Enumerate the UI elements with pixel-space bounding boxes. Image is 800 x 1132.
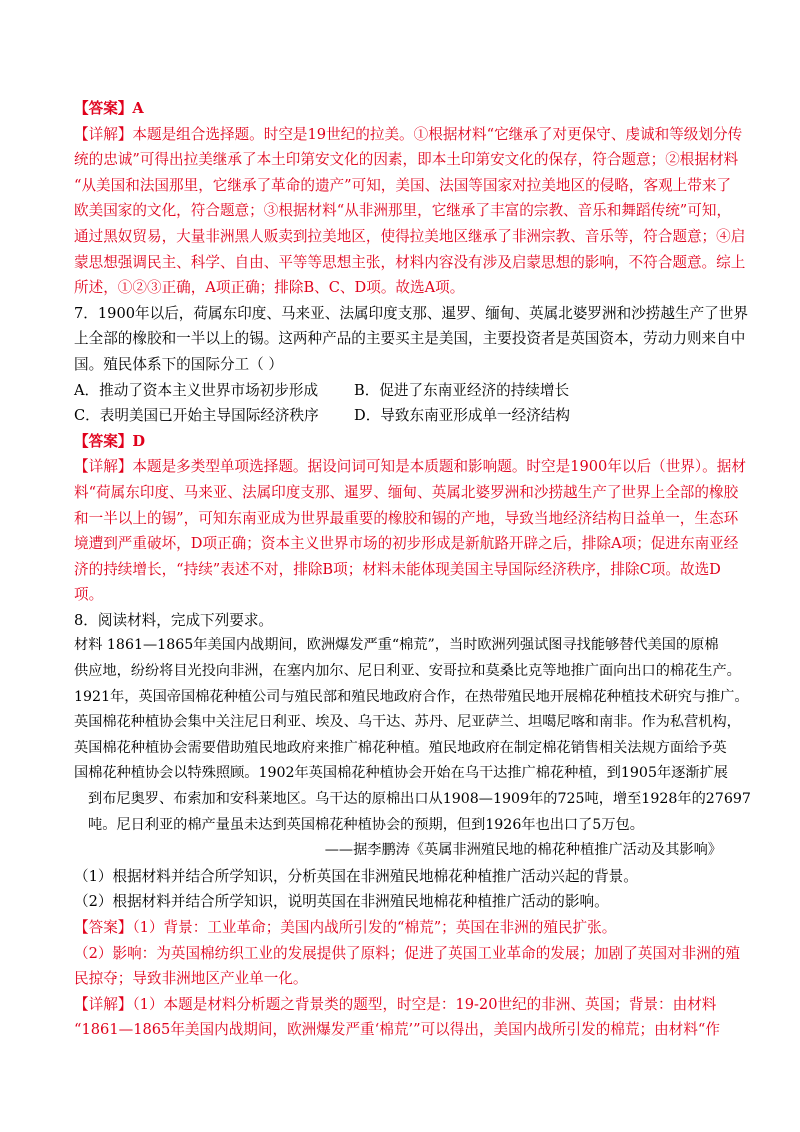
q8-material-line: 到布尼奥罗、布索加和安科莱地区。乌干达的原棉出口从1908—1909年的725吨，增至1928年的27697 — [88, 791, 751, 808]
q7-detail-line: 料“荷属东印度、马来亚、法属印度支那、暹罗、缅甸、英属北婆罗洲和沙捞越生产了世界上全部的橡胶 — [74, 483, 739, 501]
q7-detail-line: 济的持续增长，“持续”表述不对，排除B项；材料未能体现美国主导国际经济秩序，排除C项。故选D — [74, 560, 721, 578]
q8-material-line: 英国棉花种植协会需要借助殖民地政府来推广棉花种植。殖民地政府在制定棉花销售相关法规方面给予英 — [74, 739, 727, 756]
q6-detail-line: 【详解】本题是组合选择题。时空是19世纪的拉美。①根据材料“它继承了对更保守、虔诚和等级划分传 — [74, 125, 743, 143]
q8-answer — [74, 915, 741, 992]
q8-question: （2）根据材料并结合所学知识，说明英国在非洲殖民地棉花种植推广活动的影响。 — [74, 893, 609, 911]
q7-stem — [74, 301, 748, 378]
q8-detail — [74, 992, 722, 1043]
q7-option-d: D．导致东南亚形成单一经济结构 — [354, 407, 571, 425]
q7-detail-line: 项。 — [74, 586, 104, 604]
q6-detail-line: 欧美国家的文化，符合题意；③根据材料“从非洲那里，它继承了丰富的宗教、音乐和舞蹈传统”可知， — [74, 202, 732, 220]
q8-detail-line: “1861—1865年美国内战期间，欧洲爆发严重‘棉荒’”可以得出，美国内战所引发的棉荒；由材料“作 — [74, 1021, 720, 1039]
q8-material-line: 供应地，纷纷将目光投向非洲，在塞内加尔、尼日利亚、安哥拉和莫桑比克等地推广面向出口的棉花生产。 — [74, 663, 741, 680]
q7-option-b: B．促进了东南亚经济的持续增长 — [354, 381, 570, 399]
q7-option-row — [74, 378, 722, 404]
q7-answer: 【答案】D — [74, 432, 146, 450]
q8-material — [74, 633, 751, 838]
q8-answer-line: （2）影响：为英国棉纺织工业的发展提供了原料；促进了英国工业革命的发展；加剧了英国对非洲的殖 — [74, 944, 741, 962]
q6-detail-line: 通过黑奴贸易，大量非洲黑人贩卖到拉美地区，使得拉美地区继承了非洲宗教、音乐等，符合题意；④启 — [74, 227, 746, 245]
q8-material-line: 1921年，英国帝国棉花种植公司与殖民部和殖民地政府合作，在热带殖民地开展棉花种植技术研究与推广。 — [74, 688, 749, 705]
q8-answer-line: 民掠夺；导致非洲地区产业单一化。 — [74, 970, 308, 988]
q7-stem-line: 上全部的橡胶和一半以上的锡。这两种产品的主要买主是美国，主要投资者是英国资本，劳动力则来自中 — [74, 330, 746, 348]
q6-answer: 【答案】A — [74, 100, 144, 117]
q7-option-row — [74, 403, 722, 429]
q6-detail-line: 统的忠诚”可得出拉美继承了本土印第安文化的因素，即本土印第安文化的保存，符合题意；②根据材料 — [74, 151, 739, 169]
q7-option-a: A．推动了资本主义世界市场初步形成 — [74, 381, 319, 399]
q8-stem: 8．阅读材料，完成下列要求。 — [74, 611, 274, 629]
q6-detail-line: 蒙思想强调民主、科学、自由、平等等思想主张，材料内容没有涉及启蒙思想的影响，不符合题意。综上 — [74, 253, 746, 271]
q7-option-c: C．表明美国已开始主导国际经济秩序 — [74, 407, 319, 425]
q8-answer-line: 【答案】（1）背景：工业革命；美国内战所引发的“棉荒”；英国在非洲的殖民扩张。 — [74, 919, 617, 936]
q8-material-line: 英国棉花种植协会集中关注尼日利亚、埃及、乌干达、苏丹、尼亚萨兰、坦噶尼喀和南非。作为私营机构， — [74, 714, 741, 731]
q7-stem-line: 国。殖民体系下的国际分工（ ） — [74, 355, 283, 373]
q6-detail-line: “从美国和法国那里，它继承了革命的遗产”可知，美国、法国等国家对拉美地区的侵略，客观上带来了 — [74, 176, 732, 194]
q7-detail-line: 境遭到严重破坏，D项正确；资本主义世界市场的初步形成是新航路开辟之后，排除A项；促进东南亚经 — [74, 535, 739, 553]
q6-detail-line: 所述，①②③正确，A项正确；排除B、C、D项。故选A项。 — [74, 279, 465, 297]
q7-detail — [74, 454, 746, 608]
q6-detail — [74, 122, 746, 301]
q7-options — [74, 378, 722, 429]
q8-material-source: ——据李鹏涛《英属非洲殖民地的棉花种植推广活动及其影响》 — [324, 842, 722, 859]
q7-stem-line: 7．1900年以后，荷属东印度、马来亚、法属印度支那、暹罗、缅甸、英属北婆罗洲和沙捞越生产了世界 — [74, 304, 748, 322]
q8-question: （1）根据材料并结合所学知识，分析英国在非洲殖民地棉花种植推广活动兴起的背景。 — [74, 867, 638, 885]
q8-material-line: 材料 1861—1865年美国内战期间，欧洲爆发严重“棉荒”，当时欧洲列强试图寻找能够替代美国的原棉 — [74, 637, 719, 654]
q7-detail-line: 和一半以上的锡”，可知东南亚成为世界最重要的橡胶和锡的产地，导致当地经济结构日益单一，生态环 — [74, 509, 739, 527]
q8-material-line: 国棉花种植协会以特殊照顾。1902年英国棉花种植协会开始在乌干达推广棉花种植，到1905年逐渐扩展 — [74, 765, 728, 782]
q8-material-line: 吨。尼日利亚的棉产量虽未达到英国棉花种植协会的预期，但到1926年也出口了5万包。 — [88, 816, 644, 833]
q8-questions — [74, 864, 722, 915]
q7-detail-line: 【详解】本题是多类型单项选择题。据设问词可知是本质题和影响题。时空是1900年以后（世界）。据材 — [74, 458, 746, 476]
q8-detail-line: 【详解】（1）本题是材料分析题之背景类的题型，时空是：19-20世纪的非洲、英国；背景：由材料 — [74, 995, 717, 1013]
